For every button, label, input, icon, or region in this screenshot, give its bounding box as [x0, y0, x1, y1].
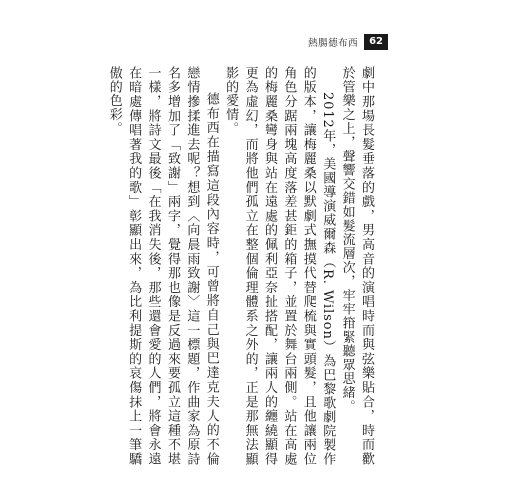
- running-title: 熱腸德布西: [308, 38, 359, 49]
- body-text: [106, 66, 376, 466]
- paragraph-2: 2012年，美國導演威爾森（R. Wilson）為巴黎歌劇院製作的版本，讓梅麗桑以默劇式撫摸代替爬梳與實頭髮，且他讓兩位角色分踞兩塊高度落差甚鉅的箱子，並置於舞台兩側。站在高處的梅麗桑彎身與站在遠處的佩利亞奈扯搭配，讓兩人的纏繞顯得更為虛幻，而將他們孤立在整個倫理體系之外的，正是那無法顯影的愛情。: [223, 66, 336, 466]
- page-header: [308, 34, 388, 50]
- paragraph-3: 德布西在描寫這段內容時，可曾將自己與巴達克夫人的不倫戀情摻揉進去呢？想到〈向晨雨致謝〉這一標題，作曲家為原詩名多增加了「致謝」兩字，覺得那也像是反過來要孤立這種不堪一樣，將詩文最後「在我消失後，那些還會愛的人們，將會永遠在暗處傳唱著我的歌」彰顯出來，為比利提斯的哀傷抹上一筆驕傲的色彩。: [106, 66, 219, 466]
- paragraph-1: 劇中那場長髮垂落的戲，男高音的演唱時而與弦樂貼合，時而歡於管樂之上，聲響交錯如髮流層次，牢牢箝緊聽眾思緒。: [339, 66, 374, 466]
- page-number: 62: [364, 34, 388, 50]
